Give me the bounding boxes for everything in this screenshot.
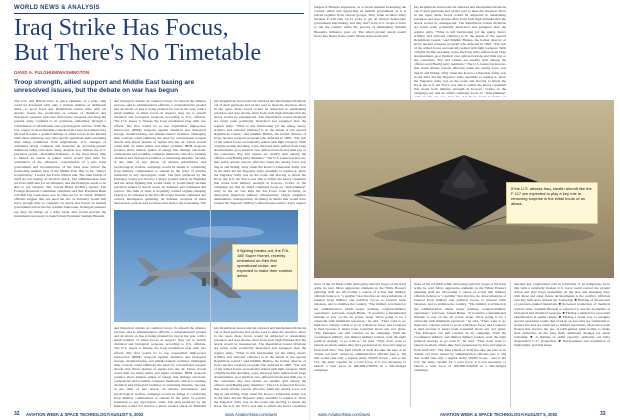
headline-line-2: But There's No Timetable: [14, 40, 262, 66]
headline-line-1: Iraq Strike Has Focus,: [14, 15, 229, 41]
publication-footer-left: AVIATION WEEK & SPACE TECHNOLOGY/AUGUST 5, 2002: [26, 411, 144, 417]
byline: DAVID A. FULGHUM/WASHINGTON: [14, 70, 90, 75]
deck-line-1: Troop strength, allied support and Middle East basing are: [14, 79, 195, 86]
body-column-2-top: and biological attacks on coalition forces. To smooth the alliance process, said to administration officials, a comprehensive ground and air attack on Iraq is being planned for late in the year, with a small number of allied forces in support. they are to launch chemical and biological weapons, according to U.S. officials. The U.S. hopes to finesse the Iraqi totalitarian plan with two efforts. The first would be to use expendable high-power microwave (HPM) weapons against chemical and biological storage, manufacturing and missile-launch facilities. Damaging their controls could eliminate the need for conventional weapon attacks that throw plumes of agents into the air. Those clouds could drift for many miles and injure civilians. HPM weapons produce short, intense spikes of energy that damage electronic components and scramble computer memories critical to running chemical and biological facilities or launching missiles. Second, at the time of any attack, an intense information and psychological warfare campaign would be aimed at convincing Iraqi military commanders to remain in the point of passive resistance to any apocalyptic order. The plan preferred by the Pentagon would not involve a major ground attack on Baghdad and the urban fighting that would result. It would likely include precision strikes to knock down air defenses and command and control. The bulk of what is hopefully termed regime-changing targets to be attacked in the first 90 would include command and control, intelligence gathering, air defense, weapons of mass destruction, palaces and locations that harbor the leadership. The: [114, 99, 206, 206]
photo-caption-right: If the U.S. attacks Iraq, stealth aircraft like the F-117 are expected to play a key role in removing surprise in the initial hours of an attack.: [506, 182, 598, 224]
url-footer-right: www.AviationNow.com/awst: [318, 411, 370, 417]
body-column-4-bottom: more of the oil fields while destroying selected troops of the Iraqi army, he said. More aggressive elements in the White House's planning staff are advocating a course of action that military officials believe is "a gamble" that involves no more infusions of internal Iraqi military and political forces to prevent trade balances, and to stabilize the country. "The military is irritated at the administration which keeps pushing congress/military operations," said Gen. Joseph Biden. "It would be a fundamental mistake to rely on the air power alone. We're going to be a cakewalk with minimum resources," he said. "They want to go right now. Cheney wants to go in with more force; and Congress is mad because it hasn't been consulted about any war plans. "The Pentagon can still conduct an air campaign. With the coordinated military and limited military leaders want the right political strategy to go with it," he said. "They don't want to launch an attack unless they have persuasion by Iraq and support from Gulf War." The Joint Chiefs of Staff also like the idea of an "inside out plan" meant by administration officials (see p. 56) that would take only a regular Army 50,000 troops - and to the U.S. the army capable for a total force, it is not necessary to launch a total force of 200,000-250,000 in a full-fledged campaign.: [314, 282, 406, 372]
section-rule: [14, 13, 304, 14]
photo-caption-left: If fighting breaks out, the F/A-18E Super Hornet, recently embarked on their first operational cruise, are expected to make their combat debut.: [232, 244, 298, 290]
section-label: WORLD NEWS & ANALYSIS: [14, 5, 100, 11]
body-column-5-top: key Republican Guard and six armored and mechanized divisions out of their garrisons and on the road to meet the invasion. Once in the open, these forces would be subjected to unrelenting precision and area attacks often from such high altitudes that the attack would be unsuspected. The Republican Guard divisions are better paid, politically motivated and equipped than the regular army. "What is left functioning [of the units], heavy artillery and armored vehicles] is in the hands of the special Republican Guard," said Khidhir Hamza, the former director of Iraq's nuclear weapons program who defected in 1995. "The rest of the armed forces are basically armed with light weapons. With a highly mobile attacking corps, the Iraqi army suffers from large abandonment, poor medical care, pilfered rations and little pay or the conscripts. Pay and rations are usually split among the officers and [Baath] party members." The U.S. learned in Kosovo that aerial attacks weren't effective when the enemy force was dug in and hiding. Only when the Kosovo Liberation Army was in the field did the Yugoslav army assemble to repulse it. Once the Yugoslav army was on the roads and moving to attack the KLA, the U.S. Air Force was able to inflict the heavy casualties that broke both military strength in Kosovo. Critics of the campaign say that an allied command focus on "tank-plinking": [414, 5, 506, 95]
column-divider: [210, 99, 211, 407]
publication-footer-right: AVIATION WEEK & SPACE TECHNOLOGY/AUGUST 5, 2002: [440, 411, 558, 417]
page-number-left: 32: [14, 411, 20, 417]
body-column-5-bottom: more of the oil fields while destroying selected troops of the Iraqi army, he said. More aggressive elements in the White House's planning staff are advocating a course of action that military officials believe is "a gamble" that involves no more infusions of internal Iraqi military and political forces to prevent trade balances, and to stabilize the country. "The military is irritated at the administration which keeps pushing congress/military operations," said Gen. Joseph Biden. "It would be a fundamental mistake to rely on the air power alone. We're going to be a cakewalk with minimum resources," he said. "They want to go right now. Cheney wants to go in with more force; and Congress is mad because it hasn't been consulted about any war plans. "The Pentagon can still conduct an air campaign. With the coordinated military and limited military leaders want the right political strategy to go with it," he said. "They don't want to launch an attack unless they have persuasion by Iraq and support from Gulf War." The Joint Chiefs of Staff also like the idea of an "inside out plan" meant by administration officials (see p. 56) that would take only a regular Army 50,000 troops - and to the U.S. the army capable for a total force, it is not necessary to launch a total force of 200,000-250,000 in a full-fledged campaign.: [414, 282, 506, 372]
body-column-1: The U.S. and Britain have in place elements of a plan—that could be detonated with only a modest number of additional allies—to goad Iraq's key Republican Guard units with air attacks, freeze the production or release of chemical and biological weapons with new microwave weapons and hang the popular army confined to its garrisons, unharmed, through a combination of information and psychological warfare. With the U.S. repeat of those Kurdish-controlled air bases in northern Iraq allowed flooded, a gradual buildup of allied forces in the Persian Gulf states underway, key elite special operations units retraining after being withdrawn from Afghanistan, U.S. changes of command nearly complete and intensive air precision-guided munitions being restocked, many analysts now believe the U.S. precision period—December-February—is the most likely time to launch an attack. A winter attack would give time for completion of the offensive, consolidation of a new Iraqi government and reconstruction of the Iraqi state before the foreboding summer heat of the Middle East. But so far, "there's no timetable," a senior Air Force official said. The Joint Chiefs of Staff are not buying an October attack. The administration does not have sufficient for an offensive, and the Pentagon needs to be able to say surprise. Sen. Joseph Biden (D-Del.) agreed. The Foreign Relations Committee chairman said that President Bush told him last week there was no time set for an attack. Military officials suggest that one need the law as February would still leave enough time to complete an attack and install an interim government before the hot weather intervenes. Pentagon planners say they are things on a daily basis, that would provide the instruments necessary to launch Iraqi President Saddam Hussein.: [14, 99, 106, 218]
body-column-3: key Republican Guard and six armored and mechanized divisions out of their garrisons and on the road to meet the invasion. Once in the open, these forces would be subjected to unrelenting precision and area attacks often from such high altitudes that the attack would be unsuspected. The Republican Guard divisions are better paid, politically motivated and equipped than the regular army. "What is left functioning [of the units], heavy artillery and armored vehicles] is in the hands of the special Republican Guard," said Khidhir Hamza, the former director of Iraq's nuclear weapons program who defected in 1995. "The rest of the armed forces are basically armed with light weapons. With a highly mobile attacking corps, the Iraqi army suffers from large abandonment, poor medical care, pilfered rations and little pay or the conscripts. Pay and rations are usually split among the officers and [Baath] party members." The U.S. learned in Kosovo that aerial attacks weren't effective when the enemy force was dug in and hiding. Only when the Kosovo Liberation Army was in the field did the Yugoslav army assemble to repulse it. Once the Yugoslav army was on the roads and moving to attack the KLA, the U.S. Air Force was able to inflict the heavy casualties that broke both military strength in Kosovo. Critics of the campaign say that an allied command focus on "tank-plinking" early in the air war kept the Air Force from focusing on destroying important military infrastructure targets (supplies, ammunition, transportation, facilities) in Serbia that would have broken the Yugoslav military's effectiveness earlier. Iraq's regular: [214, 99, 306, 206]
body-column-3-bottom: key Republican Guard and six armored and mechanized divisions out of their garrisons and on the road to meet the invasion. Once in the open, these forces would be subjected to unrelenting precision and area attacks often from such high altitudes that the attack would be unsuspected. The Republican Guard divisions are better paid, politically motivated and equipped than the regular army. "What is left functioning [of the units], heavy artillery and armored vehicles] is in the hands of the special Republican Guard," said Khidhir Hamza, the former director of Iraq's nuclear weapons program who defected in 1995. "The rest of the armed forces are basically armed with light weapons. With a highly mobile attacking corps, the Iraqi army suffers from large abandonment, poor medical care, pilfered rations and little pay or the conscripts. Pay and rations are usually split among the officers and [Baath] party members." The U.S. learned in Kosovo that aerial attacks weren't effective when the enemy force was dug in and hiding. Only when the Kosovo Liberation Army was in the field did the Yugoslav army assemble to repulse it. Once the Yugoslav army was on the roads and moving to attack the KLA, the U.S. Air Force was able to inflict the heavy casualties: [214, 326, 306, 407]
column-divider: [510, 282, 511, 407]
body-column-4-top: purged of Hussein supporters, as a crucial element in keeping the country stable and supporting an interim government as it is pieced together from various groups. They value an intact army because it will take 10-12 years to get an elected democratic government functioning, and they don't want U.S. troops to have to run the country while the process of eliminating Saddam Hussein's influence goes on. The allied ground attack would move into Basra in the south, Mosul in the north and: [314, 5, 406, 38]
page-number-right: 33: [600, 411, 606, 417]
url-footer-left: www.AviationNow.com/awst: [225, 411, 277, 417]
deck-line-2: unresolved issues, but the debate on war has begun: [14, 87, 179, 94]
column-divider: [110, 99, 111, 407]
body-column-2-bottom: and biological attacks on coalition forces. To smooth the alliance process, said to administration officials, a comprehensive ground and air attack on Iraq is being planned for late in the year, with a small number of allied forces in support. they are to launch chemical and biological weapons, according to U.S. officials. The U.S. hopes to finesse the Iraqi totalitarian plan with two efforts. The first would be to use expendable high-power microwave (HPM) weapons against chemical and biological storage, manufacturing and missile-launch facilities. Damaging their controls could eliminate the need for conventional weapon attacks that throw plumes of agents into the air. Those clouds could drift for many miles and injure civilians. HPM weapons produce short, intense spikes of energy that damage electronic components and scramble computer memories critical to running chemical and biological facilities or launching missiles. Second, at the time of any attack, an intense information and psychological warfare campaign would be aimed at convincing Iraqi military commanders to remain in the point of passive resistance to any apocalyptic order. The plan preferred by the Pentagon would not involve a major ground attack on Baghdad: [114, 326, 206, 407]
body-column-6: Another key requirement will be formation of an indigenous force that with a relatively modest U.S. force could control the ground action and give Iraq's leadership. In the new and emerging Iraq, with these and other future developments is the conflict. Officials said key indicators include the following: ■ Buildup of inventories of precision-guided munitions. ■ Increased production of chemical warfare suits. Saddam Hussein is expected to use his stockpiles of biological and chemical weapons. ■ Finding a method for personnel identification at useful ranges. ■ Finding a better way to resupply special operations teams that work in an area that are vulnerable to ground fire and are restricted to limited operations. Ideas have been floated that involve the use of GPS-guided glide bombs to make such deliveries. In the long term, additional changes are about including: ■ A buildup of airlift capacity, primarily our fully modernized C-17 production. ■ Development and acquisition of lightweight, portable bases.: [514, 282, 610, 348]
page-gutter: [309, 0, 311, 420]
